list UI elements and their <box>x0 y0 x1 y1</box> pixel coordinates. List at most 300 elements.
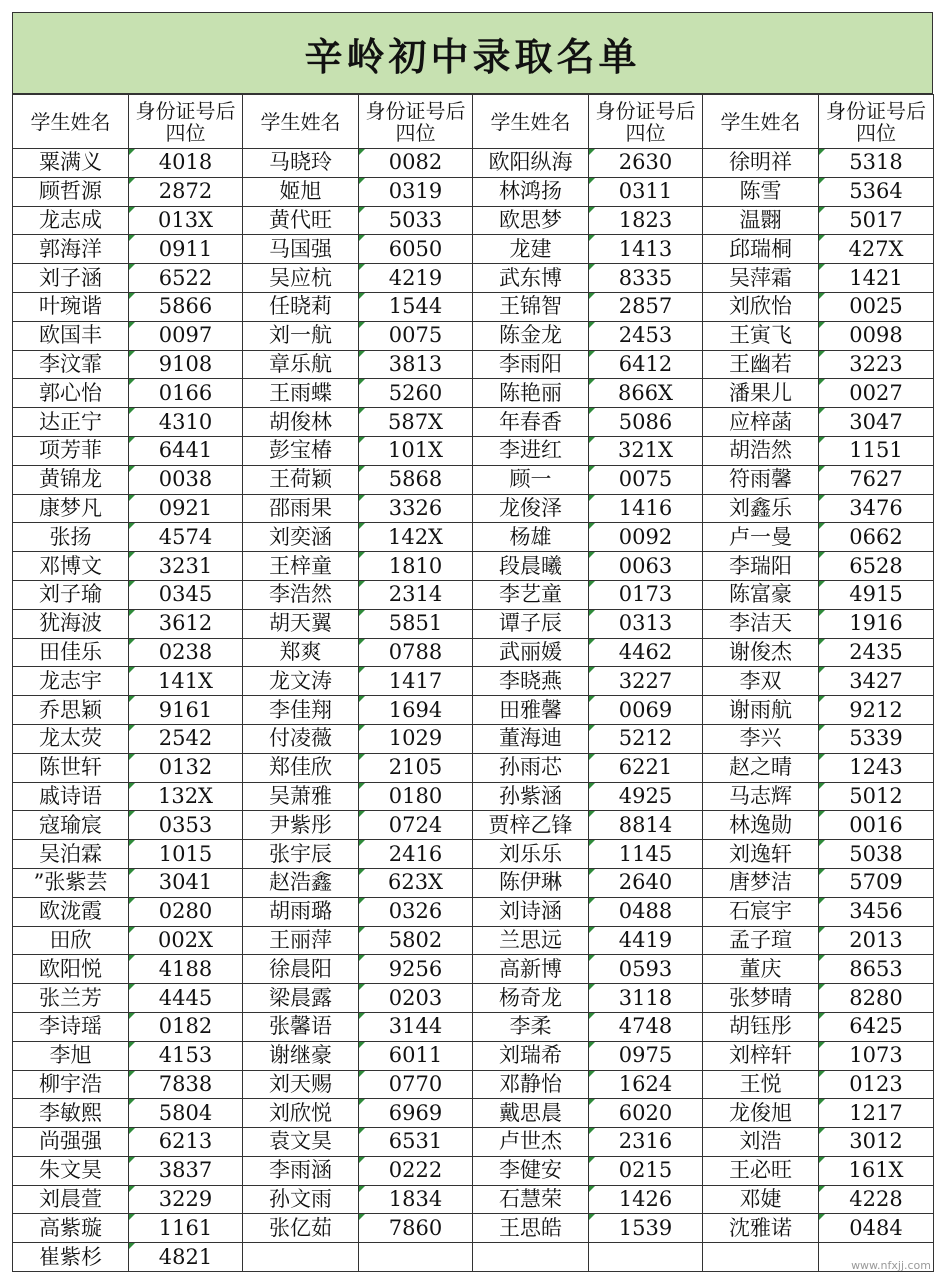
student-name-cell: 刘逸轩 <box>703 840 819 869</box>
student-name-cell: 刘奕涵 <box>243 523 359 552</box>
student-name-cell: 田欣 <box>13 926 129 955</box>
id-suffix-cell: 4018 <box>129 149 243 178</box>
id-suffix-cell: 1413 <box>589 235 703 264</box>
student-name-cell: 郑佳欣 <box>243 753 359 782</box>
student-name-cell: 尚强强 <box>13 1128 129 1157</box>
id-suffix-cell: 2416 <box>359 840 473 869</box>
table-row <box>13 955 934 984</box>
student-name-cell: 温翾 <box>703 206 819 235</box>
student-name-cell: 龙志成 <box>13 206 129 235</box>
sheet-title: 辛岭初中录取名单 <box>12 12 933 94</box>
id-suffix-cell: 0182 <box>129 1012 243 1041</box>
id-suffix-cell: 4574 <box>129 523 243 552</box>
id-suffix-cell: 1694 <box>359 696 473 725</box>
id-suffix-cell: 6020 <box>589 1099 703 1128</box>
table-row <box>13 724 934 753</box>
table-row <box>13 465 934 494</box>
student-name-cell: 龙俊泽 <box>473 494 589 523</box>
id-suffix-cell: 2453 <box>589 321 703 350</box>
id-suffix-cell: 2872 <box>129 177 243 206</box>
student-name-cell: 孙紫涵 <box>473 782 589 811</box>
id-suffix-cell: 866X <box>589 379 703 408</box>
student-name-cell: 乔思颖 <box>13 696 129 725</box>
student-name-cell: 陈艳丽 <box>473 379 589 408</box>
student-name-cell: 谢继豪 <box>243 1041 359 1070</box>
student-name-cell: 王丽萍 <box>243 926 359 955</box>
student-name-cell: 段晨曦 <box>473 552 589 581</box>
student-name-cell: 刘乐乐 <box>473 840 589 869</box>
id-suffix-cell: 5038 <box>819 840 934 869</box>
id-suffix-cell: 0911 <box>129 235 243 264</box>
student-name-cell: 郭心怡 <box>13 379 129 408</box>
student-name-cell: ”张紫芸 <box>13 868 129 897</box>
id-suffix-cell: 5318 <box>819 149 934 178</box>
table-row <box>13 1041 934 1070</box>
student-name-cell: 达正宁 <box>13 408 129 437</box>
student-name-cell: 刘天赐 <box>243 1070 359 1099</box>
student-name-cell: 郭海洋 <box>13 235 129 264</box>
id-suffix-cell: 7860 <box>359 1214 473 1243</box>
id-suffix-cell: 0075 <box>359 321 473 350</box>
student-name-cell: 吴萍霜 <box>703 264 819 293</box>
id-suffix-cell: 1243 <box>819 753 934 782</box>
student-name-cell: 王雨蝶 <box>243 379 359 408</box>
table-row <box>13 1012 934 1041</box>
student-name-cell: 李艺童 <box>473 580 589 609</box>
id-suffix-cell: 2640 <box>589 868 703 897</box>
student-name-cell: 应梓菡 <box>703 408 819 437</box>
id-suffix-cell: 0975 <box>589 1041 703 1070</box>
student-name-cell: 陈伊琳 <box>473 868 589 897</box>
student-name-cell: 兰思远 <box>473 926 589 955</box>
header-id: 身份证号后四位 <box>819 95 934 149</box>
student-name-cell: 彭宝椿 <box>243 436 359 465</box>
table-row <box>13 379 934 408</box>
id-suffix-cell: 1145 <box>589 840 703 869</box>
student-name-cell: 付凌薇 <box>243 724 359 753</box>
table-row <box>13 609 934 638</box>
student-name-cell: 任晓莉 <box>243 292 359 321</box>
header-id: 身份证号后四位 <box>589 95 703 149</box>
student-name-cell: 胡钰彤 <box>703 1012 819 1041</box>
id-suffix-cell: 6531 <box>359 1128 473 1157</box>
admission-table <box>12 94 934 1272</box>
student-name-cell: 龙太荧 <box>13 724 129 753</box>
student-name-cell: 林鸿扬 <box>473 177 589 206</box>
id-suffix-cell: 5802 <box>359 926 473 955</box>
student-name-cell: 谢雨航 <box>703 696 819 725</box>
student-name-cell: 王锦智 <box>473 292 589 321</box>
student-name-cell: 马国强 <box>243 235 359 264</box>
id-suffix-cell: 4188 <box>129 955 243 984</box>
student-name-cell: 陈世轩 <box>13 753 129 782</box>
student-name-cell: 贾梓乙锋 <box>473 811 589 840</box>
student-name-cell: 黄代旺 <box>243 206 359 235</box>
header-id: 身份证号后四位 <box>359 95 473 149</box>
student-name-cell: 邓静怡 <box>473 1070 589 1099</box>
student-name-cell: 田佳乐 <box>13 638 129 667</box>
id-suffix-cell: 0326 <box>359 897 473 926</box>
id-suffix-cell: 0238 <box>129 638 243 667</box>
student-name-cell: 刘梓轩 <box>703 1041 819 1070</box>
id-suffix-cell: 0770 <box>359 1070 473 1099</box>
id-suffix-cell: 3326 <box>359 494 473 523</box>
student-name-cell: 胡天翼 <box>243 609 359 638</box>
student-name-cell: 吴应杭 <box>243 264 359 293</box>
id-suffix-cell: 5851 <box>359 609 473 638</box>
id-suffix-cell: 587X <box>359 408 473 437</box>
table-row <box>13 494 934 523</box>
student-name-cell: 项芳菲 <box>13 436 129 465</box>
student-name-cell: 龙志宇 <box>13 667 129 696</box>
student-name-cell: 武东博 <box>473 264 589 293</box>
student-name-cell: 姬旭 <box>243 177 359 206</box>
id-suffix-cell <box>359 1243 473 1272</box>
id-suffix-cell: 6412 <box>589 350 703 379</box>
id-suffix-cell: 2316 <box>589 1128 703 1157</box>
student-name-cell: 张宇辰 <box>243 840 359 869</box>
id-suffix-cell: 0724 <box>359 811 473 840</box>
id-suffix-cell: 6011 <box>359 1041 473 1070</box>
student-name-cell: 龙建 <box>473 235 589 264</box>
student-name-cell: 张扬 <box>13 523 129 552</box>
id-suffix-cell: 141X <box>129 667 243 696</box>
student-name-cell: 李兴 <box>703 724 819 753</box>
student-name-cell: 寇瑜宸 <box>13 811 129 840</box>
id-suffix-cell: 9161 <box>129 696 243 725</box>
student-name-cell: 董海迪 <box>473 724 589 753</box>
table-row <box>13 350 934 379</box>
student-name-cell: 顾一 <box>473 465 589 494</box>
id-suffix-cell: 2013 <box>819 926 934 955</box>
student-name-cell: 王荷颖 <box>243 465 359 494</box>
student-name-cell: 欧阳悦 <box>13 955 129 984</box>
student-name-cell: 李旭 <box>13 1041 129 1070</box>
id-suffix-cell: 1417 <box>359 667 473 696</box>
id-suffix-cell: 7627 <box>819 465 934 494</box>
student-name-cell: 沈雅诺 <box>703 1214 819 1243</box>
id-suffix-cell: 1544 <box>359 292 473 321</box>
id-suffix-cell: 1073 <box>819 1041 934 1070</box>
student-name-cell: 邵雨果 <box>243 494 359 523</box>
table-row <box>13 1214 934 1243</box>
id-suffix-cell: 0662 <box>819 523 934 552</box>
table-row <box>13 264 934 293</box>
table-row <box>13 1128 934 1157</box>
student-name-cell: 刘欣怡 <box>703 292 819 321</box>
student-name-cell: 胡俊林 <box>243 408 359 437</box>
student-name-cell: 徐晨阳 <box>243 955 359 984</box>
table-row <box>13 667 934 696</box>
id-suffix-cell: 6441 <box>129 436 243 465</box>
student-name-cell: 石慧荣 <box>473 1185 589 1214</box>
id-suffix-cell: 0280 <box>129 897 243 926</box>
table-row <box>13 984 934 1013</box>
id-suffix-cell: 0788 <box>359 638 473 667</box>
id-suffix-cell: 0488 <box>589 897 703 926</box>
id-suffix-cell: 5260 <box>359 379 473 408</box>
student-name-cell: 戚诗语 <box>13 782 129 811</box>
id-suffix-cell: 9256 <box>359 955 473 984</box>
student-name-cell: 陈金龙 <box>473 321 589 350</box>
id-suffix-cell: 321X <box>589 436 703 465</box>
student-name-cell: 徐明祥 <box>703 149 819 178</box>
student-name-cell: 年春香 <box>473 408 589 437</box>
student-name-cell: 刘诗涵 <box>473 897 589 926</box>
student-name-cell: 刘瑞希 <box>473 1041 589 1070</box>
id-suffix-cell: 5339 <box>819 724 934 753</box>
id-suffix-cell: 132X <box>129 782 243 811</box>
id-suffix-cell: 3612 <box>129 609 243 638</box>
id-suffix-cell: 6969 <box>359 1099 473 1128</box>
id-suffix-cell: 3427 <box>819 667 934 696</box>
id-suffix-cell: 6522 <box>129 264 243 293</box>
id-suffix-cell: 3012 <box>819 1128 934 1157</box>
id-suffix-cell: 3118 <box>589 984 703 1013</box>
id-suffix-cell: 0311 <box>589 177 703 206</box>
student-name-cell: 卢世杰 <box>473 1128 589 1157</box>
student-name-cell: 梁晨露 <box>243 984 359 1013</box>
id-suffix-cell: 0215 <box>589 1156 703 1185</box>
id-suffix-cell: 1029 <box>359 724 473 753</box>
student-name-cell: 武丽媛 <box>473 638 589 667</box>
student-name-cell: 马晓玲 <box>243 149 359 178</box>
id-suffix-cell: 2630 <box>589 149 703 178</box>
id-suffix-cell: 1161 <box>129 1214 243 1243</box>
id-suffix-cell <box>589 1243 703 1272</box>
student-name-cell: 李瑞阳 <box>703 552 819 581</box>
student-name-cell: 谢俊杰 <box>703 638 819 667</box>
id-suffix-cell: 1916 <box>819 609 934 638</box>
student-name-cell: 杨奇龙 <box>473 984 589 1013</box>
student-name-cell: 石宸宇 <box>703 897 819 926</box>
id-suffix-cell: 0166 <box>129 379 243 408</box>
id-suffix-cell: 0092 <box>589 523 703 552</box>
student-name-cell: 刘晨萱 <box>13 1185 129 1214</box>
id-suffix-cell: 4821 <box>129 1243 243 1272</box>
table-row <box>13 1070 934 1099</box>
id-suffix-cell: 0484 <box>819 1214 934 1243</box>
id-suffix-cell: 1810 <box>359 552 473 581</box>
id-suffix-cell: 5212 <box>589 724 703 753</box>
student-name-cell: 黄锦龙 <box>13 465 129 494</box>
student-name-cell: 陈富豪 <box>703 580 819 609</box>
id-suffix-cell: 3813 <box>359 350 473 379</box>
table-row <box>13 782 934 811</box>
student-name-cell: 李双 <box>703 667 819 696</box>
id-suffix-cell: 3223 <box>819 350 934 379</box>
student-name-cell: 刘一航 <box>243 321 359 350</box>
table-row <box>13 1185 934 1214</box>
table-row <box>13 292 934 321</box>
student-name-cell: 柳宇浩 <box>13 1070 129 1099</box>
student-name-cell: 崔紫杉 <box>13 1243 129 1272</box>
id-suffix-cell: 5033 <box>359 206 473 235</box>
id-suffix-cell: 101X <box>359 436 473 465</box>
table-row <box>13 177 934 206</box>
id-suffix-cell: 1834 <box>359 1185 473 1214</box>
id-suffix-cell: 6050 <box>359 235 473 264</box>
student-name-cell: 刘子涵 <box>13 264 129 293</box>
student-name-cell: 赵浩鑫 <box>243 868 359 897</box>
table-row <box>13 1243 934 1272</box>
student-name-cell: 高紫璇 <box>13 1214 129 1243</box>
table-row <box>13 580 934 609</box>
id-suffix-cell: 427X <box>819 235 934 264</box>
student-name-cell: 顾哲源 <box>13 177 129 206</box>
id-suffix-cell: 0345 <box>129 580 243 609</box>
student-name-cell: 陈雪 <box>703 177 819 206</box>
student-name-cell: 吴泊霖 <box>13 840 129 869</box>
id-suffix-cell: 1624 <box>589 1070 703 1099</box>
id-suffix-cell: 8814 <box>589 811 703 840</box>
id-suffix-cell: 1015 <box>129 840 243 869</box>
id-suffix-cell: 4419 <box>589 926 703 955</box>
id-suffix-cell: 9212 <box>819 696 934 725</box>
table-row <box>13 868 934 897</box>
student-name-cell: 戴思晨 <box>473 1099 589 1128</box>
id-suffix-cell: 4925 <box>589 782 703 811</box>
student-name-cell: 高新博 <box>473 955 589 984</box>
id-suffix-cell: 4915 <box>819 580 934 609</box>
id-suffix-cell: 8280 <box>819 984 934 1013</box>
id-suffix-cell: 3227 <box>589 667 703 696</box>
id-suffix-cell: 5709 <box>819 868 934 897</box>
id-suffix-cell: 5364 <box>819 177 934 206</box>
student-name-cell: 胡浩然 <box>703 436 819 465</box>
student-name-cell: 邓婕 <box>703 1185 819 1214</box>
student-name-cell: 尹紫彤 <box>243 811 359 840</box>
student-name-cell: 李雨阳 <box>473 350 589 379</box>
student-name-cell: 郑爽 <box>243 638 359 667</box>
id-suffix-cell: 4462 <box>589 638 703 667</box>
id-suffix-cell: 0069 <box>589 696 703 725</box>
id-suffix-cell: 0063 <box>589 552 703 581</box>
id-suffix-cell: 3476 <box>819 494 934 523</box>
table-row <box>13 206 934 235</box>
student-name-cell: 章乐航 <box>243 350 359 379</box>
student-name-cell: 李雨涵 <box>243 1156 359 1185</box>
student-name-cell: 唐梦洁 <box>703 868 819 897</box>
student-name-cell: 欧泷霞 <box>13 897 129 926</box>
id-suffix-cell: 1151 <box>819 436 934 465</box>
id-suffix-cell: 9108 <box>129 350 243 379</box>
id-suffix-cell: 1823 <box>589 206 703 235</box>
student-name-cell: 粟满义 <box>13 149 129 178</box>
student-name-cell: 张馨语 <box>243 1012 359 1041</box>
id-suffix-cell: 2435 <box>819 638 934 667</box>
id-suffix-cell: 0132 <box>129 753 243 782</box>
id-suffix-cell: 6425 <box>819 1012 934 1041</box>
student-name-cell: 马志辉 <box>703 782 819 811</box>
id-suffix-cell: 0025 <box>819 292 934 321</box>
student-name-cell: 卢一曼 <box>703 523 819 552</box>
table-row <box>13 436 934 465</box>
table-row <box>13 523 934 552</box>
id-suffix-cell: 4748 <box>589 1012 703 1041</box>
student-name-cell: 李汶霏 <box>13 350 129 379</box>
table-row <box>13 1156 934 1185</box>
id-suffix-cell: 0098 <box>819 321 934 350</box>
table-row <box>13 552 934 581</box>
id-suffix-cell: 3041 <box>129 868 243 897</box>
id-suffix-cell: 4219 <box>359 264 473 293</box>
header-name: 学生姓名 <box>243 95 359 149</box>
student-name-cell: 欧阳纵海 <box>473 149 589 178</box>
student-name-cell: 吴萧雅 <box>243 782 359 811</box>
id-suffix-cell: 5866 <box>129 292 243 321</box>
student-name-cell: 刘子瑜 <box>13 580 129 609</box>
student-name-cell <box>473 1243 589 1272</box>
watermark: www.nfxjj.com <box>851 1259 931 1272</box>
student-name-cell: 龙俊旭 <box>703 1099 819 1128</box>
id-suffix-cell: 0222 <box>359 1156 473 1185</box>
table-row <box>13 926 934 955</box>
student-name-cell: 杨雄 <box>473 523 589 552</box>
id-suffix-cell: 0180 <box>359 782 473 811</box>
student-name-cell <box>703 1243 819 1272</box>
table-row <box>13 408 934 437</box>
id-suffix-cell: 3047 <box>819 408 934 437</box>
student-name-cell: 李柔 <box>473 1012 589 1041</box>
student-name-cell: 龙文涛 <box>243 667 359 696</box>
student-name-cell: 李佳翔 <box>243 696 359 725</box>
id-suffix-cell: 0075 <box>589 465 703 494</box>
id-suffix-cell: 0173 <box>589 580 703 609</box>
header-name: 学生姓名 <box>703 95 819 149</box>
id-suffix-cell: 5086 <box>589 408 703 437</box>
student-name-cell: 田雅馨 <box>473 696 589 725</box>
student-name-cell: 孟子瑄 <box>703 926 819 955</box>
id-suffix-cell: 5804 <box>129 1099 243 1128</box>
id-suffix-cell: 5012 <box>819 782 934 811</box>
id-suffix-cell: 623X <box>359 868 473 897</box>
student-name-cell: 王必旺 <box>703 1156 819 1185</box>
table-row <box>13 811 934 840</box>
table-row <box>13 753 934 782</box>
student-name-cell: 欧国丰 <box>13 321 129 350</box>
id-suffix-cell: 1217 <box>819 1099 934 1128</box>
id-suffix-cell: 4153 <box>129 1041 243 1070</box>
student-name-cell: 康梦凡 <box>13 494 129 523</box>
admission-sheet <box>12 12 933 1272</box>
id-suffix-cell: 1539 <box>589 1214 703 1243</box>
id-suffix-cell: 3144 <box>359 1012 473 1041</box>
header-row <box>13 95 934 149</box>
student-name-cell: 赵之晴 <box>703 753 819 782</box>
student-name-cell: 犹海波 <box>13 609 129 638</box>
id-suffix-cell: 0027 <box>819 379 934 408</box>
student-name-cell: 王思皓 <box>473 1214 589 1243</box>
student-name-cell: 符雨馨 <box>703 465 819 494</box>
id-suffix-cell: 2105 <box>359 753 473 782</box>
id-suffix-cell: 1426 <box>589 1185 703 1214</box>
student-name-cell: 王寅飞 <box>703 321 819 350</box>
id-suffix-cell: 0353 <box>129 811 243 840</box>
table-row <box>13 696 934 725</box>
table-row <box>13 321 934 350</box>
student-name-cell: 欧思梦 <box>473 206 589 235</box>
id-suffix-cell: 3456 <box>819 897 934 926</box>
id-suffix-cell: 0097 <box>129 321 243 350</box>
student-name-cell: 朱文昊 <box>13 1156 129 1185</box>
student-name-cell: 王幽若 <box>703 350 819 379</box>
id-suffix-cell: 0203 <box>359 984 473 1013</box>
id-suffix-cell: 013X <box>129 206 243 235</box>
id-suffix-cell: 1416 <box>589 494 703 523</box>
table-row <box>13 897 934 926</box>
id-suffix-cell: 8653 <box>819 955 934 984</box>
